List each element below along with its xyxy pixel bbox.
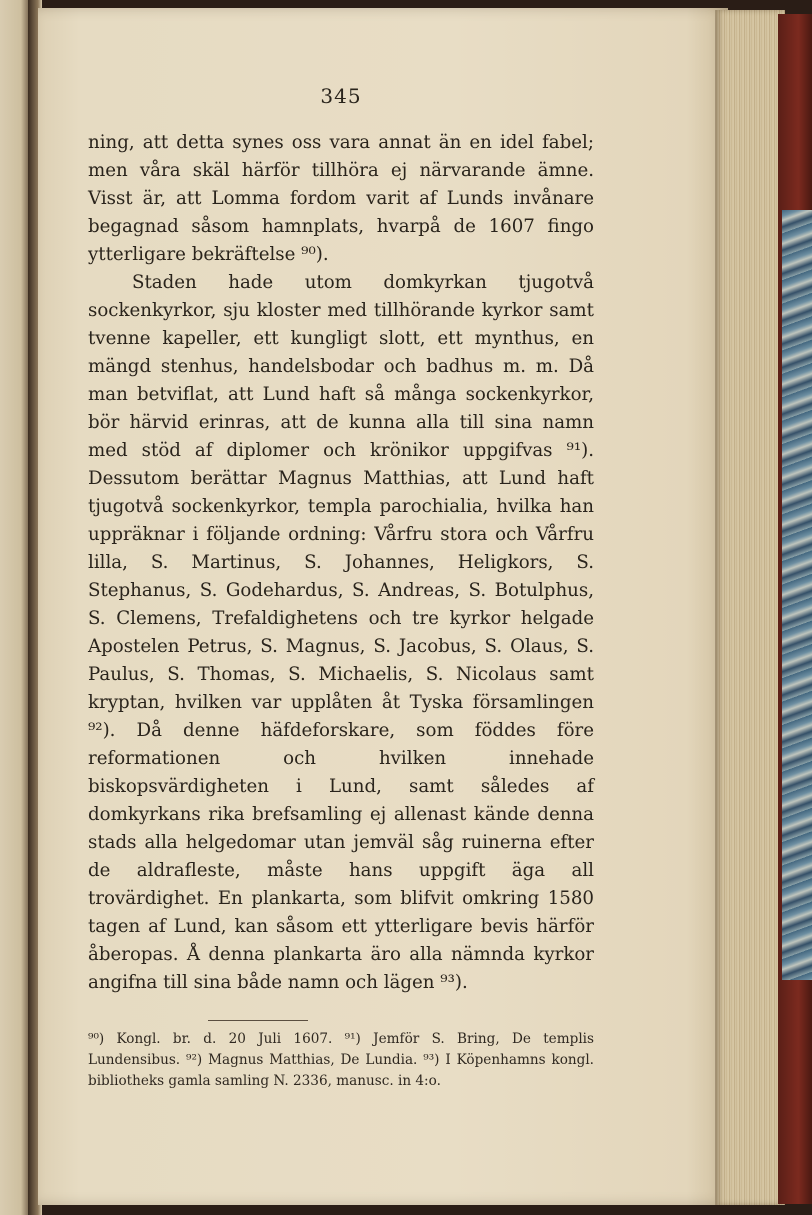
footnote-rule bbox=[208, 1020, 308, 1021]
paragraph-2: Staden hade utom domkyrkan tjugotvå sockenkyrkor, sju kloster med tillhörande kyrkor samt tvenne kapeller, ett kungligt slott, ett mynthus, en mängd stenhus, handelsbodar och badhus m. m. Då man betviflat, att Lund haft så många sockenkyrkor, bör härvid erinras, att de kunna alla till sina namn med stöd af diplomer och krönikor uppgifvas ⁹¹). Dessutom berättar Magnus Matthias, att Lund haft tjugotvå sockenkyrkor, templa parochialia, hvilka han uppräknar i följande ordning: Vårfru stora och Vårfru lilla, S. Martinus, S. Johannes, Heligkors, S. Stephanus, S. Godehardus, S. Andreas, S. Botulphus, S. Clemens, Trefaldighetens och tre kyrkor helgade Apostelen Petrus, S. Magnus, S. Jacobus, S. Olaus, S. Paulus, S. Thomas, S. Michaelis, S. Nicolaus samt kryptan, hvilken var upplåten åt Tyska församlingen ⁹²). Då denne häfdeforskare, som föddes före reformationen och hvilken innehade biskopsvärdigheten i Lund, samt således af domkyrkans rika brefsamling ej allenast kände denna stads alla helgedomar utan jemväl såg ruinerna efter de aldrafleste, måste hans uppgift äga all trovärdighet. En plankarta, som blifvit omkring 1580 tagen af Lund, kan såsom ett ytterligare bevis härför åberopas. Å denna plankarta äro alla nämnda kyrkor angifna till sina både namn och lägen ⁹³). bbox=[88, 272, 594, 993]
page-edges bbox=[715, 10, 785, 1205]
page-text-area bbox=[88, 84, 594, 1092]
page-number: 345 bbox=[320, 84, 362, 108]
footnotes: ⁹⁰) Kongl. br. d. 20 Juli 1607. ⁹¹) Jemför S. Bring, De templis Lundensibus. ⁹²) Magnus Matthias, De Lundia. ⁹³) I Köpenhamns kongl. bibliotheks gamla samling N. 2336, manusc. in 4:o. bbox=[88, 1031, 594, 1089]
marbled-endpaper bbox=[782, 210, 812, 980]
paragraph-1: ning, att detta synes oss vara annat än en idel fabel; men våra skäl härför tillhöra ej närvarande ämne. Visst är, att Lomma fordom varit af Lunds invånare begagnad såsom hamnplats, hvarpå de 1607 fingo ytterligare bekräftelse ⁹⁰). bbox=[88, 132, 594, 265]
body-text bbox=[88, 129, 594, 997]
